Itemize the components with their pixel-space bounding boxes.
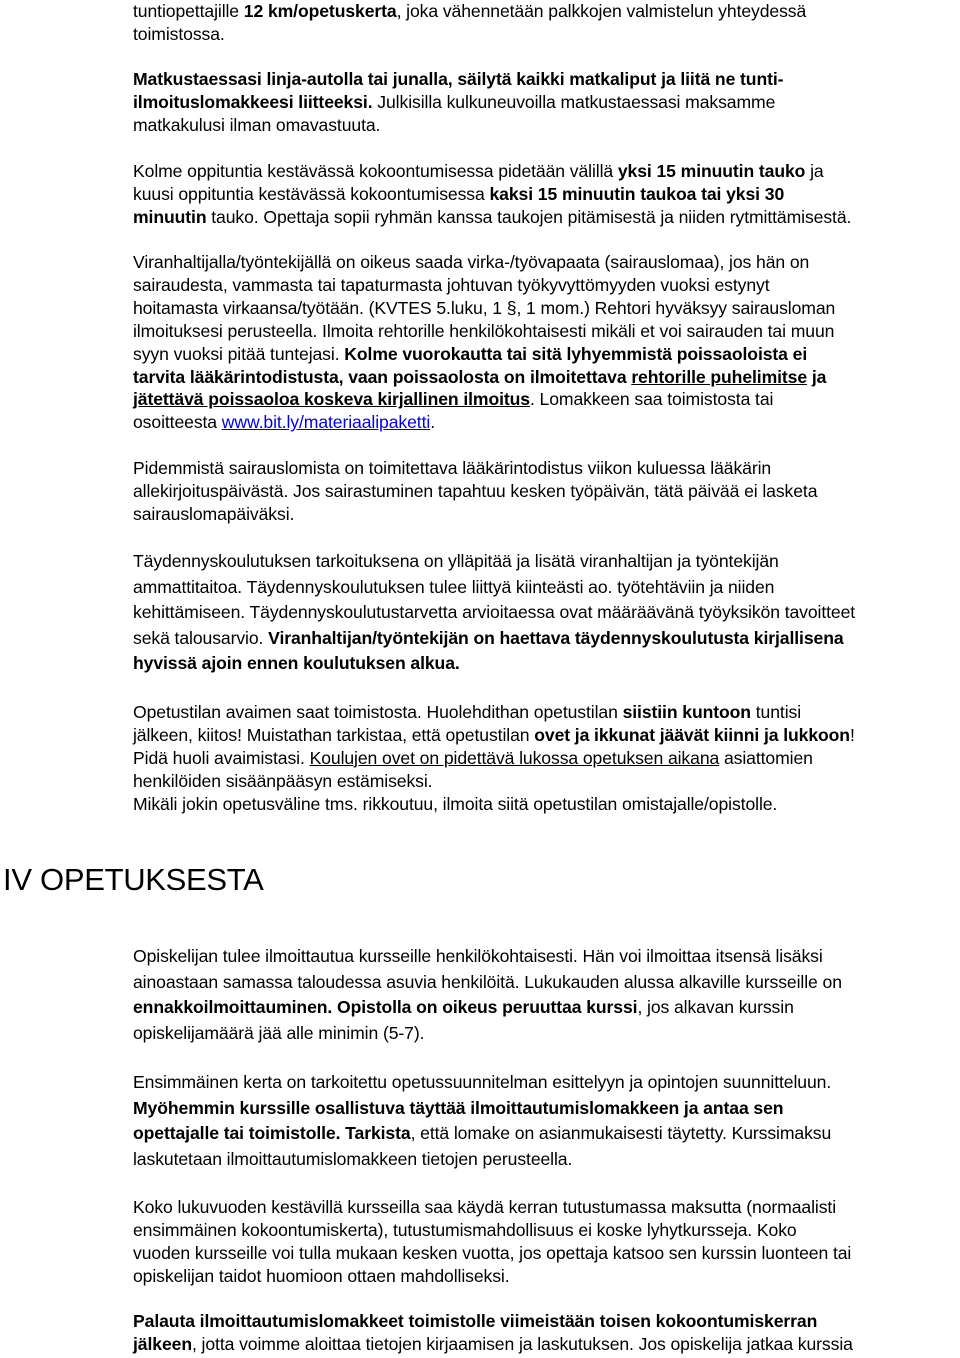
text-line: Palauta ilmoittautumislomakkeet toimistolle viimeistään toisen kokoontumiskerran <box>133 1311 818 1331</box>
text-line: Ensimmäinen kerta on tarkoitettu opetussuunnitelman esittelyyn ja opintojen suunnitteluun. <box>133 1072 832 1092</box>
text-line: Opetustilan avaimen saat toimistosta. Huolehdithan opetustilan siistiin kuntoon tuntisi <box>133 702 802 722</box>
text-line: vuoden kursseille voi tulla mukaan kesken vuotta, jos opettaja katsoo sen kurssin luonteen tai <box>133 1242 852 1263</box>
text-line: sekä talousarvio. Viranhaltijan/työntekijän on haettava täydennyskoulutusta kirjallisena <box>133 627 844 648</box>
text-line: kuusi oppituntia kestävässä kokoontumisessa kaksi 15 minuutin taukoa tai yksi 30 <box>133 183 785 204</box>
text-line: kehittämiseen. Täydennyskoulutustarvetta arvioitaessa ovat määräävänä työyksikön tavoitteet <box>133 602 856 623</box>
text-line: opettajalle tai toimistolle. Tarkista, että lomake on asianmukaisesti täytetty. Kurssimaksu <box>133 1123 832 1144</box>
text-line: jälkeen, kiitos! Muistathan tarkistaa, että opetustilan ovet ja ikkunat jäävät kiinni ja lukkoon! <box>133 724 855 745</box>
text-line: ilmoituksesi perusteella. Ilmoita rehtorille henkilökohtaisesti mikäli et voi sairauden tai muun <box>133 320 835 341</box>
text-line: ennakkoilmoittauminen. Opistolla on oikeus peruuttaa kurssi, jos alkavan kurssin <box>133 997 794 1018</box>
text-line: Matkustaessasi linja-autolla tai junalla, säilytä kaikki matkaliput ja liitä ne tunti- <box>133 69 784 89</box>
paragraph-first-session <box>133 1070 959 1172</box>
text-line: toimistossa. <box>133 23 225 44</box>
text-line: ilmoituslomakkeesi liitteeksi. Julkisilla kulkuneuvoilla matkustaessasi maksamme <box>133 91 776 112</box>
text-line: sairauslomapäiväksi. <box>133 503 295 524</box>
text-line: Pidemmistä sairauslomista on toimitettava lääkärintodistus viikon kuluessa lääkärin <box>133 458 772 478</box>
text-line: opiskelijamäärä jää alle minimin (5-7). <box>133 1022 425 1043</box>
text-line: hoitamasta virkaansa/työtään. (KVTES 5.luku, 1 §, 1 mom.) Rehtori hyväksyy sairausloman <box>133 297 836 318</box>
text-line: jälkeen, jotta voimme aloittaa tietojen kirjaamisen ja laskutuksen. Jos opiskelija jatkaa kurssia <box>133 1333 853 1354</box>
text-line: osoitteesta www.bit.ly/materiaalipaketti. <box>133 412 435 433</box>
paragraph-long-sick-leave <box>133 457 959 526</box>
paragraph-classroom-keys <box>133 701 959 816</box>
text-line: minuutin tauko. Opettaja sopii ryhmän kanssa taukojen pitämisestä ja niiden rytmittämisestä. <box>133 206 852 227</box>
paragraph-sick-leave <box>133 251 959 434</box>
text-line: henkilöiden sisäänpääsyn estämiseksi. <box>133 770 433 791</box>
text-line: Myöhemmin kurssille osallistuva täyttää ilmoittautumislomakkeen ja antaa sen <box>133 1097 784 1118</box>
text-line: matkakulusi ilman omavastuuta. <box>133 114 381 135</box>
paragraph-tickets <box>133 68 959 137</box>
paragraph-travel-allowance <box>133 0 959 46</box>
text-line: tuntiopettajille 12 km/opetuskerta, joka vähennetään palkkojen valmistelun yhteydessä <box>133 1 807 21</box>
text-line: Kolme oppituntia kestävässä kokoontumisessa pidetään välillä yksi 15 minuutin tauko ja <box>133 161 824 181</box>
text-line: jätettävä poissaoloa koskeva kirjallinen ilmoitus. Lomakkeen saa toimistosta tai <box>133 389 774 410</box>
paragraph-trial-visit <box>133 1196 959 1288</box>
paragraph-breaks <box>133 160 959 229</box>
text-line: allekirjoituspäivästä. Jos sairastuminen tapahtuu kesken työpäivän, tätä päivää ei lasketa <box>133 480 818 501</box>
text-line: sairaudesta, vammasta tai tapaturmasta johtuvan työkyvyttömyyden vuoksi estynyt <box>133 274 770 295</box>
paragraph-return-forms <box>133 1310 959 1356</box>
section-heading: IV OPETUKSESTA <box>3 862 264 897</box>
text-line: laskutetaan ilmoittautumislomakkeen tietojen perusteella. <box>133 1148 573 1169</box>
text-line: Mikäli jokin opetusväline tms. rikkoutuu, ilmoita siitä opetustilan omistajalle/opistolle. <box>133 793 778 814</box>
text-line: hyvissä ajoin ennen koulutuksen alkua. <box>133 653 460 674</box>
text-line: Opiskelijan tulee ilmoittautua kursseille henkilökohtaisesti. Hän voi ilmoittaa itsensä lisäksi <box>133 946 823 966</box>
text-line: Koko lukuvuoden kestävillä kursseilla saa käydä kerran tutustumassa maksutta (normaalisti <box>133 1197 837 1217</box>
text-line: opiskelijan taidot huomioon ottaen mahdolliseksi. <box>133 1265 510 1286</box>
text-line: Pidä huoli avaimistasi. Koulujen ovet on pidettävä lukossa opetuksen aikana asiattomien <box>133 747 813 768</box>
text-line: ensimmäinen kokoontumiskerta), tutustumismahdollisuus ei koske lyhytkursseja. Koko <box>133 1219 797 1240</box>
text-line: Täydennyskoulutuksen tarkoituksena on ylläpitää ja lisätä viranhaltijan ja työntekijän <box>133 551 779 571</box>
text-line: syyn vuoksi pitää tuntejasi. Kolme vuorokautta tai sitä lyhyemmistä poissaoloista ei <box>133 343 808 364</box>
text-line: ammattitaitoa. Täydennyskoulutuksen tulee liittyä kiinteästi ao. työtehtäviin ja niiden <box>133 576 775 597</box>
text-line: ainoastaan samassa taloudessa asuvia henkilöitä. Lukukauden alussa alkaville kursseille on <box>133 971 842 992</box>
text-line: Viranhaltijalla/työntekijällä on oikeus saada virka-/työvapaata (sairauslomaa), jos hän on <box>133 252 810 272</box>
paragraph-enrollment <box>133 944 959 1046</box>
paragraph-further-training <box>133 549 959 677</box>
text-line: tarvita lääkärintodistusta, vaan poissaolosta on ilmoitettava rehtorille puhelimitse ja <box>133 366 827 387</box>
materiaalipaketti-link[interactable]: www.bit.ly/materiaalipaketti <box>221 412 431 433</box>
